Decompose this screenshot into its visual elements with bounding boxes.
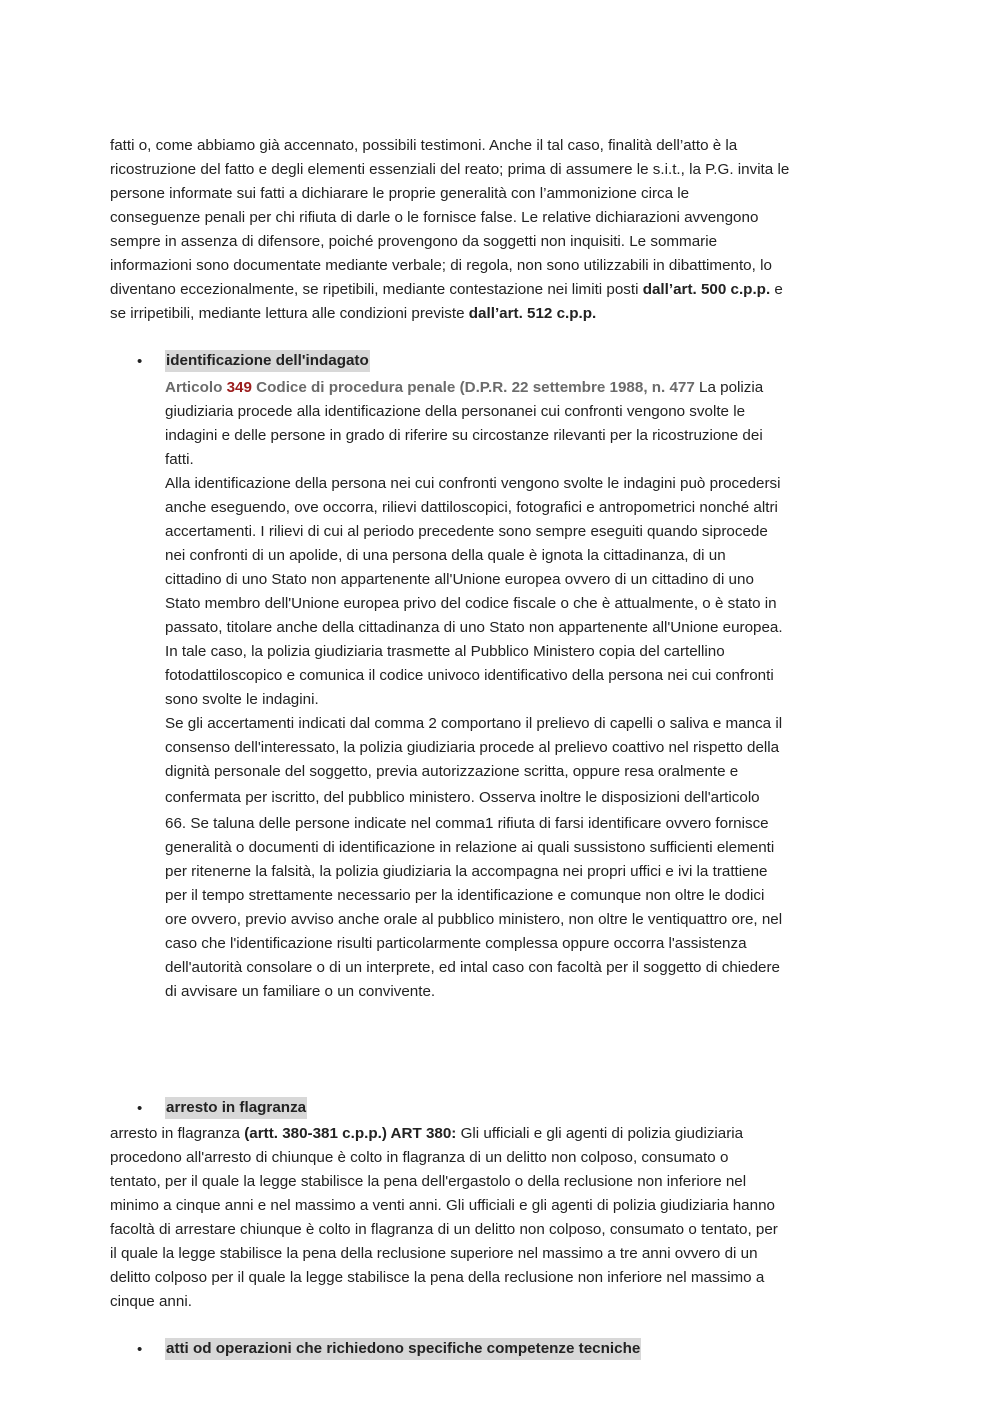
- text-line: Se gli accertamenti indicati dal comma 2 comportano il prelievo di capelli o saliva e manca il: [165, 715, 783, 732]
- bullet-icon: •: [137, 1100, 143, 1117]
- text-line: tentato, per il quale la legge stabilisce la pena dell'ergastolo o della reclusione non inferiore nel: [110, 1173, 747, 1190]
- section-heading-atti: atti od operazioni che richiedono specifiche competenze tecniche: [165, 1338, 641, 1360]
- bullet-atti: [0, 1338, 1000, 1362]
- text-line: conseguenze penali per chi rifiuta di darle o le fornisce false. Le relative dichiarazioni avvengono: [110, 209, 759, 226]
- text-line: per ritenerne la falsità, la polizia giudiziaria la accompagna nei propri uffici e ivi la trattiene: [165, 863, 768, 880]
- text-line: di avvisare un familiare o un convivente.: [165, 983, 436, 1000]
- intro-paragraph: [110, 134, 789, 326]
- text-line: persone informate sui fatti a dichiarare le proprie generalità con l’ammonizione circa le: [110, 185, 690, 202]
- text-line: delitto colposo per il quale la legge stabilisce la pena della reclusione non inferiore nel massimo a: [110, 1269, 765, 1286]
- text-line: consenso dell'interessato, la polizia giudiziaria procede al prelievo coattivo nel rispetto della: [165, 739, 780, 756]
- article-reference-380: (artt. 380-381 c.p.p.) ART 380:: [244, 1125, 457, 1142]
- text-line: minimo a cinque anni e nel massimo a venti anni. Gli ufficiali e gli agenti di polizia giudiziaria hanno: [110, 1197, 775, 1214]
- text-run: diventano eccezionalmente, se ripetibili, mediante contestazione nei limiti posti: [110, 281, 643, 298]
- text-run: arresto in flagranza: [110, 1125, 245, 1142]
- arresto-paragraph: [110, 1122, 778, 1314]
- article-ref-prefix: Articolo: [165, 379, 227, 396]
- text-line: Stato membro dell'Unione europea privo del codice fiscale o che è attualmente, o è stato in: [165, 595, 777, 612]
- text-line: facoltà di arrestare chiunque è colto in flagranza di un delitto non colposo, consumato o tentato, per: [110, 1221, 778, 1238]
- text-line: In tale caso, la polizia giudiziaria trasmette al Pubblico Ministero copia del cartellino: [165, 643, 725, 660]
- text-line: dignità personale del soggetto, previa autorizzazione scritta, oppure resa oralmente e: [165, 763, 739, 780]
- article-ref-suffix: Codice di procedura penale (D.P.R. 22 settembre 1988, n. 477: [251, 379, 695, 396]
- article-reference-500: dall’art. 500 c.p.p.: [642, 281, 771, 298]
- text-line: confermata per iscritto, del pubblico ministero. Osserva inoltre le disposizioni dell'articolo: [165, 789, 760, 806]
- text-line: sempre in assenza di difensore, poiché provengono da soggetti non inquisiti. Le sommarie: [110, 233, 718, 250]
- text-line: 66. Se taluna delle persone indicate nel comma1 rifiuta di farsi identificare ovvero fornisce: [165, 815, 769, 832]
- bullet-icon: •: [137, 1341, 143, 1358]
- text-line: fatti o, come abbiamo già accennato, possibili testimoni. Anche il tal caso, finalità dell’atto è la: [110, 137, 738, 154]
- text-line: fotodattiloscopico e comunica il codice univoco identificativo della persona nei cui confronti: [165, 667, 774, 684]
- text-line: per il tempo strettamente necessario per la identificazione e comunque non oltre le dodici: [165, 887, 765, 904]
- text-line: dell'autorità consolare o di un interprete, ed intal caso con facoltà per il soggetto di chiedere: [165, 959, 780, 976]
- text-line: caso che l'identificazione risulti particolarmente complessa oppure occorra l'assistenza: [165, 935, 747, 952]
- text-line: procedono all'arresto di chiunque è colto in flagranza di un delitto non colposo, consumato o: [110, 1149, 729, 1166]
- text-line: indagini e delle persone in grado di riferire su circostanze rilevanti per la ricostruzione dei: [165, 427, 763, 444]
- section-heading-arresto: arresto in flagranza: [165, 1097, 307, 1119]
- text-run: La polizia: [694, 379, 764, 396]
- text-line: fatti.: [165, 451, 194, 468]
- article-reference-512: dall’art. 512 c.p.p.: [468, 305, 597, 322]
- articolo-349-paragraph: [165, 376, 783, 1004]
- text-line: accertamenti. I rilievi di cui al periodo precedente sono sempre eseguiti quando siprocede: [165, 523, 768, 540]
- text-line: anche eseguendo, ove occorra, rilievi dattiloscopici, fotografici e antropometrici nonché altri: [165, 499, 778, 516]
- section-heading-identificazione: identificazione dell'indagato: [165, 350, 370, 372]
- text-line: cittadino di uno Stato non appartenente all'Unione europea ovvero di un cittadino di uno: [165, 571, 754, 588]
- text-line: Alla identificazione della persona nei cui confronti vengono svolte le indagini può procedersi: [165, 475, 781, 492]
- text-line: sono svolte le indagini.: [165, 691, 319, 708]
- text-line: [165, 376, 783, 400]
- text-line: giudiziaria procede alla identificazione della personanei cui confronti vengono svolte le: [165, 403, 746, 420]
- bullet-identificazione: [0, 350, 1000, 374]
- bullet-icon: •: [137, 353, 143, 370]
- text-line: nei confronti di un apolide, di una persona della quale è ignota la cittadinanza, di un: [165, 547, 726, 564]
- bullet-arresto: [0, 1097, 1000, 1121]
- text-line: [110, 1122, 778, 1146]
- text-line: il quale la legge stabilisce la pena della reclusione superiore nel massimo a tre anni ovvero di un: [110, 1245, 758, 1262]
- text-line: ricostruzione del fatto e degli elementi essenziali del reato; prima di assumere le s.i.t., la P.G. invita le: [110, 161, 790, 178]
- text-run: Gli ufficiali e gli agenti di polizia giudiziaria: [456, 1125, 744, 1142]
- text-run: e: [770, 281, 783, 298]
- text-line: ore ovvero, previo avviso anche orale al pubblico ministero, non oltre le ventiquattro ore, nel: [165, 911, 783, 928]
- text-line: passato, titolare anche della cittadinanza di uno Stato non appartenente all'Unione europea.: [165, 619, 783, 636]
- text-run: se irripetibili, mediante lettura alle condizioni previste: [110, 305, 469, 322]
- article-number: 349: [226, 379, 252, 396]
- text-line: [110, 278, 789, 302]
- text-line: [110, 302, 789, 326]
- text-line: generalità o documenti di identificazione in relazione ai quali sussistono sufficienti elementi: [165, 839, 775, 856]
- text-line: informazioni sono documentate mediante verbale; di regola, non sono utilizzabili in dibattimento, lo: [110, 257, 772, 274]
- text-line: cinque anni.: [110, 1293, 192, 1310]
